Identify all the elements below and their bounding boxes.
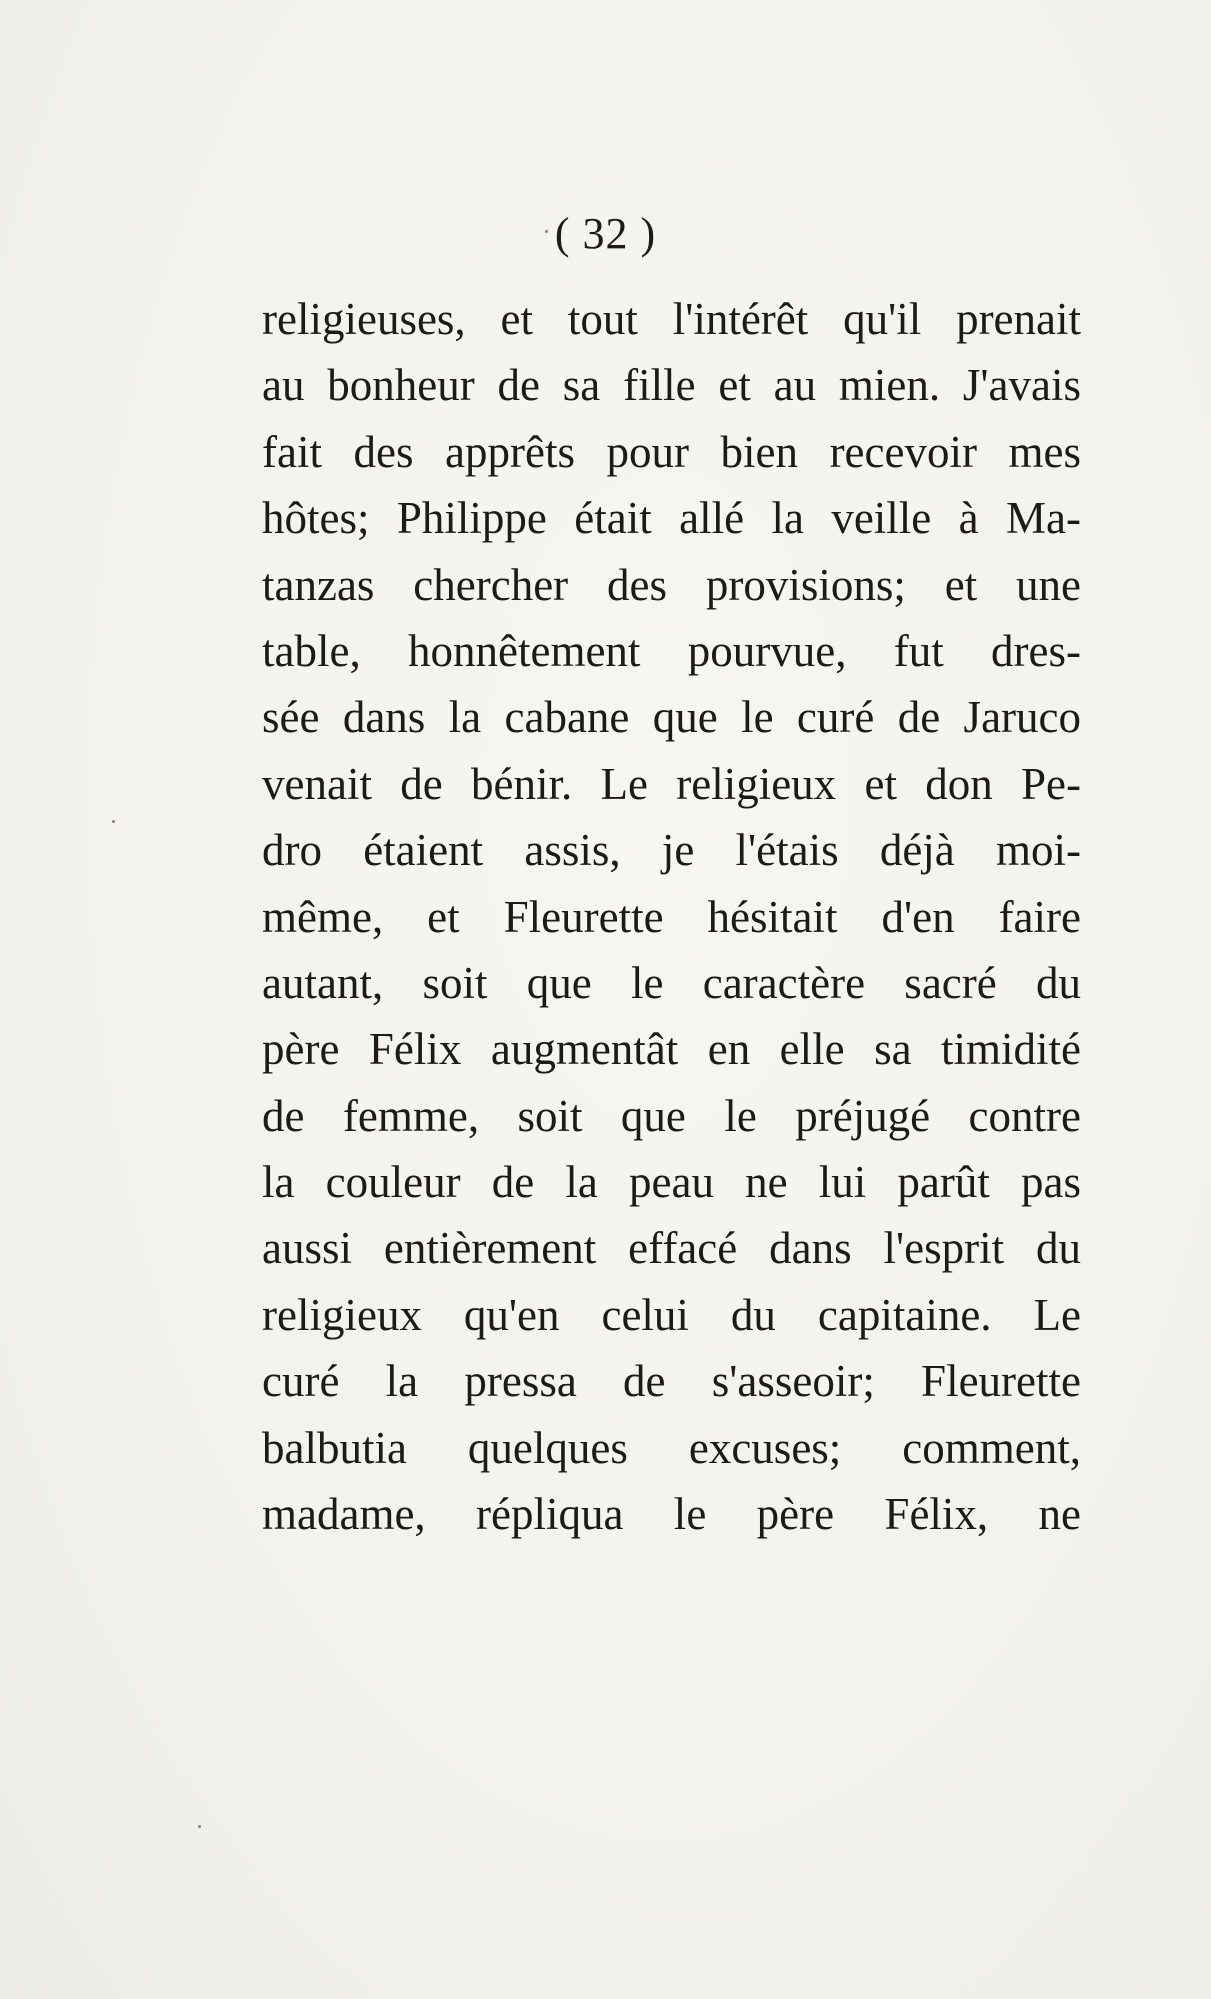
text-line: de femme, soit que le préjugé contre <box>262 1090 1081 1141</box>
text-line: même, et Fleurette hésitait d'en faire <box>262 891 1081 942</box>
text-line: tanzas chercher des provisions; et une <box>262 559 1081 610</box>
page-number: ( 32 ) <box>554 209 657 258</box>
text-line: la couleur de la peau ne lui parût pas <box>262 1157 1081 1208</box>
text-line: fait des apprêts pour bien recevoir mes <box>262 426 1081 477</box>
text-line: sée dans la cabane que le curé de Jaruco <box>262 692 1081 743</box>
text-line: père Félix augmentât en elle sa timidité <box>262 1024 1081 1075</box>
text-line: venait de bénir. Le religieux et don Pe- <box>262 758 1081 809</box>
text-line: religieuses, et tout l'intérêt qu'il prenait <box>262 294 1081 344</box>
text-line: aussi entièrement effacé dans l'esprit du <box>262 1223 1081 1274</box>
body-text <box>262 286 1081 1547</box>
text-line: au bonheur de sa fille et au mien. J'avais <box>262 360 1081 411</box>
text-line: madame, répliqua le père Félix, ne <box>262 1489 1081 1540</box>
text-line: balbutia quelques excuses; comment, <box>262 1422 1081 1473</box>
text-line: religieux qu'en celui du capitaine. Le <box>262 1289 1081 1340</box>
text-line: hôtes; Philippe était allé la veille à Ma- <box>262 493 1081 544</box>
paper-speck <box>112 820 115 823</box>
text-line: autant, soit que le caractère sacré du <box>262 957 1081 1008</box>
paper-speck <box>198 1825 201 1828</box>
text-line: curé la pressa de s'asseoir; Fleurette <box>262 1356 1081 1407</box>
text-line: dro étaient assis, je l'étais déjà moi- <box>262 825 1081 876</box>
text-line: table, honnêtement pourvue, fut dres- <box>262 625 1081 676</box>
